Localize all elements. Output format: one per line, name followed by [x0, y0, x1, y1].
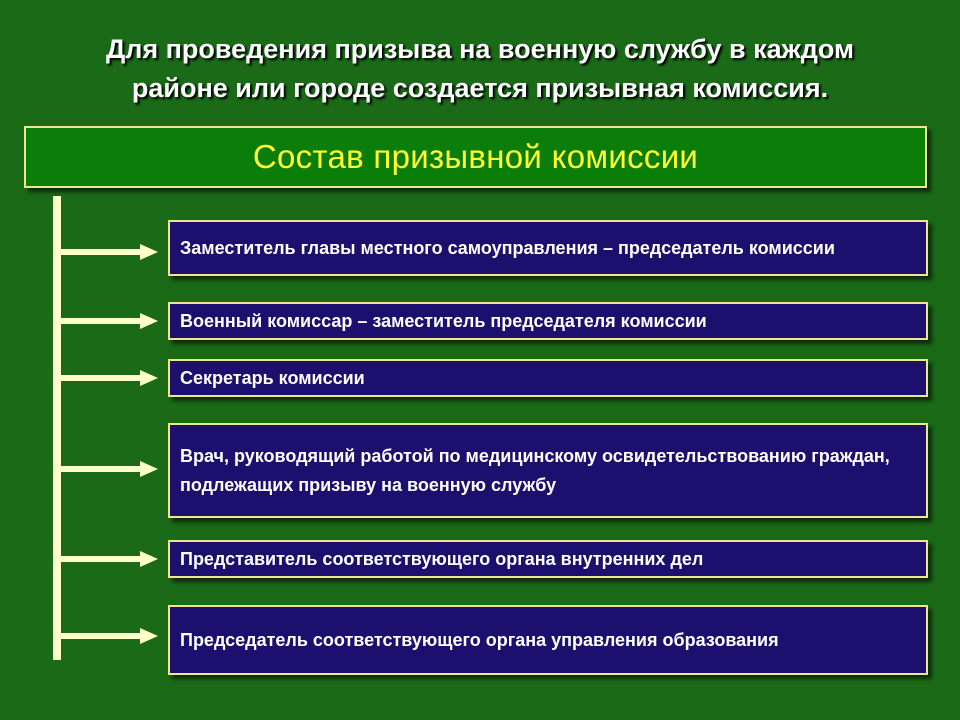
member-box-education	[168, 605, 928, 675]
arrow-6	[57, 628, 158, 644]
arrow-2	[57, 313, 158, 329]
member-text: Врач, руководящий работой по медицинскому освидетельствованию граждан, подлежащих призыву на военную службу	[180, 445, 890, 495]
member-text: Заместитель главы местного самоуправления – председатель комиссии	[180, 237, 835, 258]
member-box-internal-affairs	[168, 540, 928, 578]
member-text: Военный комиссар – заместитель председателя комиссии	[180, 311, 707, 331]
member-box-secretary	[168, 359, 928, 397]
arrow-1	[57, 244, 158, 260]
member-box-doctor	[168, 423, 928, 518]
member-text: Председатель соответствующего органа управления образования	[180, 630, 779, 650]
member-text: Представитель соответствующего органа внутренних дел	[180, 549, 704, 569]
header-title: Состав призывной комиссии	[252, 138, 699, 175]
arrow-3	[57, 370, 158, 386]
slide-title: Для проведения призыва на военную службу в каждом районе или городе создается призывная комиссия.	[105, 34, 855, 103]
arrow-4	[57, 461, 158, 477]
member-box-deputy-head	[168, 220, 928, 276]
member-box-military-commissar	[168, 302, 928, 340]
arrow-5	[57, 551, 158, 567]
member-text: Секретарь комиссии	[180, 368, 365, 388]
